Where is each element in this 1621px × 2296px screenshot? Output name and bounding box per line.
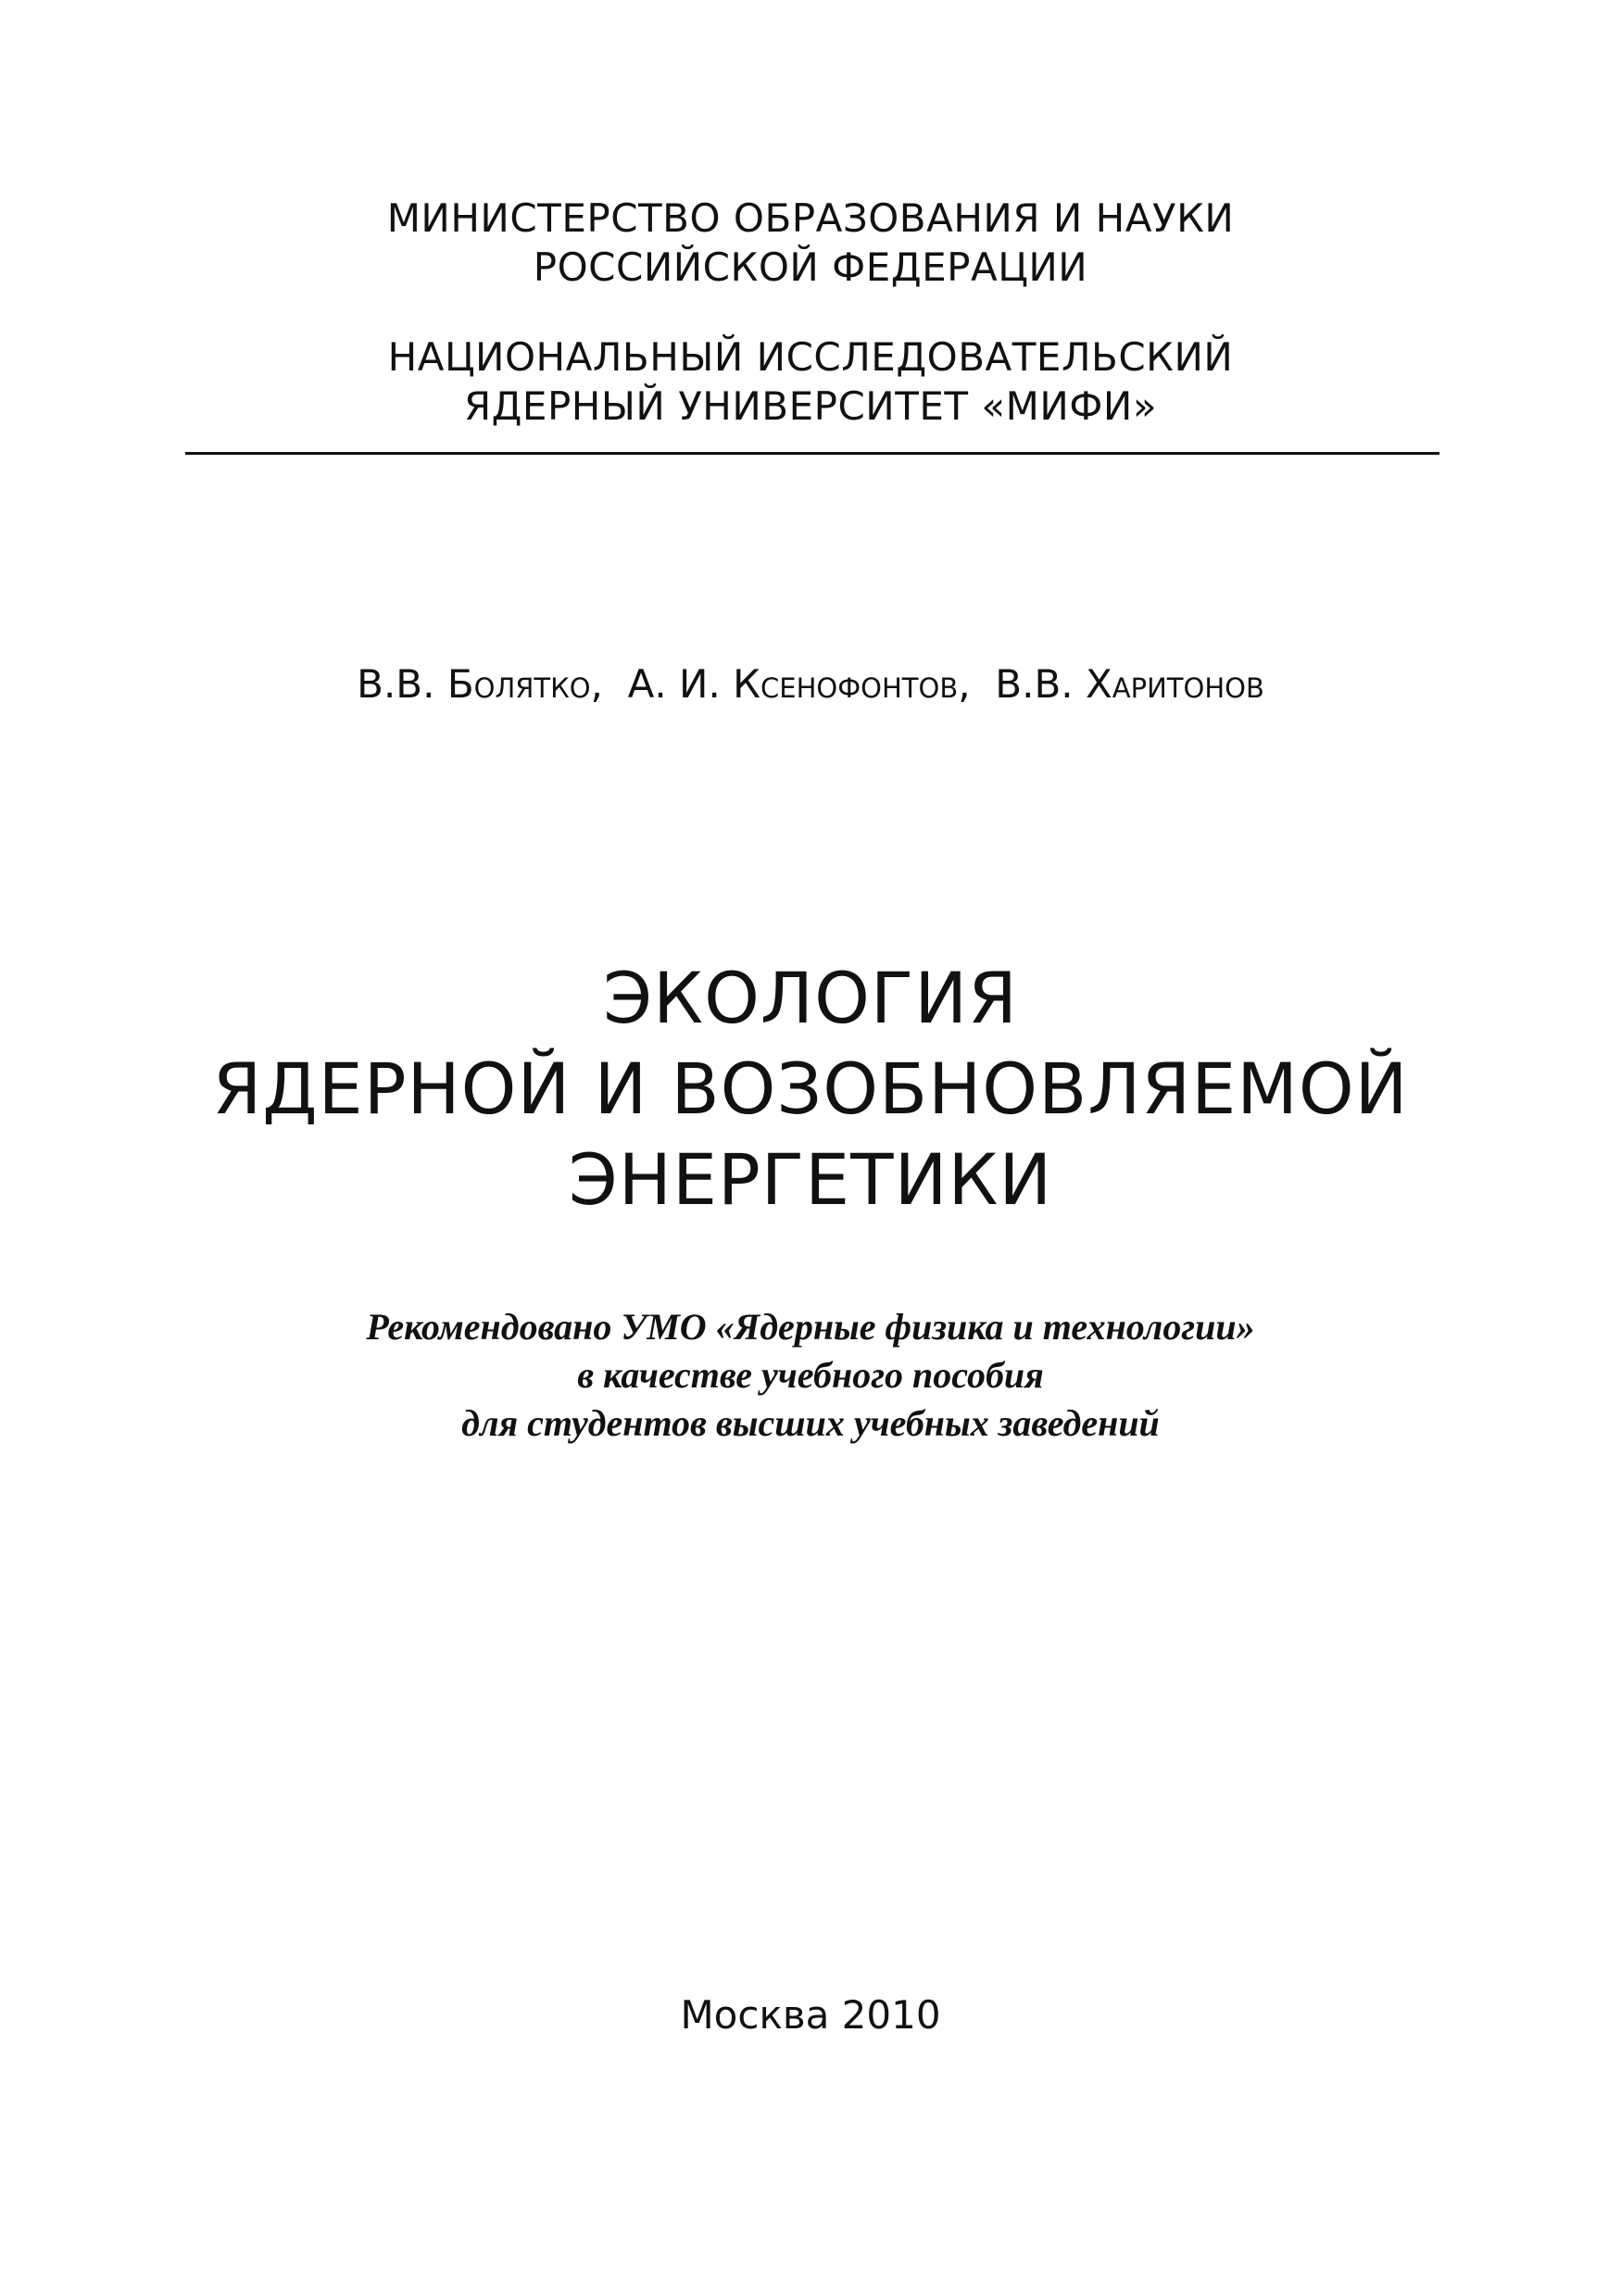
recommendation-line-1: Рекомендовано УМО «Ядерные физика и технологии» [366, 1306, 1255, 1348]
author-surname: Харитонов [1085, 661, 1264, 707]
title-line-1: ЭКОЛОГИЯ [603, 957, 1018, 1039]
author-separator: , [590, 661, 628, 707]
title-line-3: ЭНЕРГЕТИКИ [568, 1138, 1053, 1221]
title-line-2: ЯДЕРНОЙ И ВОЗОБНОВЛЯЕМОЙ [212, 1048, 1409, 1130]
author-1 [357, 661, 627, 707]
author-initials: А. И. [627, 661, 734, 707]
author-initials: В.В. [357, 661, 447, 707]
author-surname: Болятко [446, 661, 591, 707]
header-divider [185, 452, 1439, 455]
author-3 [995, 661, 1264, 707]
author-initials: В.В. [995, 661, 1086, 707]
author-2 [628, 661, 996, 707]
authors-line [0, 661, 1621, 707]
university-line-1: НАЦИОНАЛЬНЫЙ ИССЛЕДОВАТЕЛЬСКИЙ [387, 334, 1234, 380]
ministry-line-2: РОССИЙСКОЙ ФЕДЕРАЦИИ [533, 245, 1088, 290]
recommendation-line-2: в качестве учебного пособия [577, 1354, 1044, 1396]
recommendation-line-3: для студентов высших учебных заведений [461, 1402, 1160, 1444]
city-year: Москва 2010 [680, 1992, 941, 2038]
university-line-2: ЯДЕРНЫЙ УНИВЕРСИТЕТ «МИФИ» [463, 383, 1158, 429]
ministry-line-1: МИНИСТЕРСТВО ОБРАЗОВАНИЯ И НАУКИ [386, 195, 1235, 241]
author-surname: Ксенофонтов [733, 661, 959, 707]
author-separator: , [958, 661, 996, 707]
